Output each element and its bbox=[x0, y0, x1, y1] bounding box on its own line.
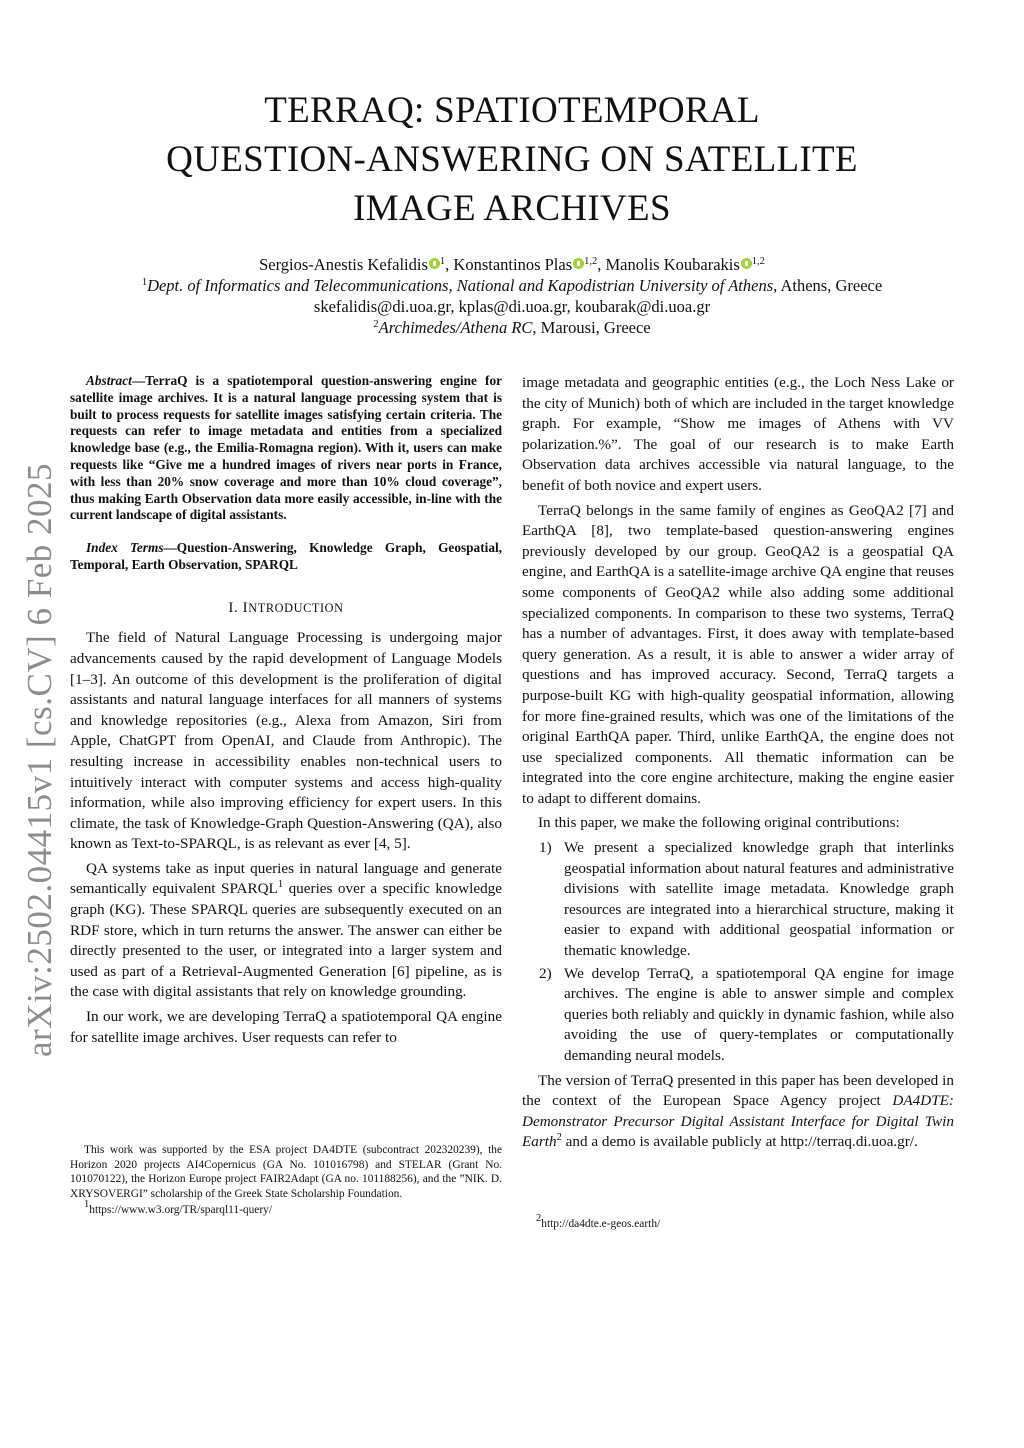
affiliation-mark: 2 bbox=[373, 319, 379, 330]
funding-acknowledgement: This work was supported by the ESA project DA4DTE (subcontract 202320239), the Horizon 2020 projects AI4Copernicus (GA No. 101016798) and STELAR (Grant No. 101070122), the Horizon Europe project FAIR2Adapt (GA no. 101188256), and the ”NIK. D. XRYSOVERGI” scholarship of the Greek State Scholarship Foundation. bbox=[70, 1144, 502, 1200]
author-emails: skefalidis@di.uoa.gr, kplas@di.uoa.gr, koubarak@di.uoa.gr bbox=[313, 297, 711, 316]
affiliation-name: Archimedes/Athena RC bbox=[378, 318, 533, 337]
affiliation-name: Dept. of Informatics and Telecommunications, National and Kapodistrian University of Athens bbox=[147, 276, 774, 295]
title-line: QUESTION-ANSWERING ON SATELLITE bbox=[166, 139, 858, 180]
list-item-text: We develop TerraQ, a spatiotemporal QA engine for image archives. The engine is able to answer simple and complex queries both reliably and quickly in dynamic fashion, while also avoiding the use of query-templates or computationally demanding neural models. bbox=[564, 964, 954, 1064]
project-title: DA4DTE: Demonstrator Precursor Digital Assistant Interface for Digital Twin Earth bbox=[522, 1092, 954, 1151]
affiliation-2 bbox=[60, 317, 964, 338]
list-item bbox=[522, 838, 954, 962]
affiliation-1 bbox=[60, 275, 964, 296]
author-name: Sergios-Anestis Kefalidis bbox=[259, 255, 428, 274]
intro-paragraph-3: In our work, we are developing TerraQ a spatiotemporal QA engine for satellite image archives. User requests can refer to bbox=[70, 1008, 502, 1046]
left-column bbox=[70, 373, 502, 1052]
paragraph-text: The version of TerraQ presented in this paper has been developed in the context of the European Space Agency project bbox=[522, 1071, 954, 1110]
abstract-label: Abstract bbox=[86, 373, 132, 388]
intro-paragraph-4: TerraQ belongs in the same family of engines as GeoQA2 [7] and EarthQA [8], two template-based question-answering engines previously developed by our group. GeoQA2 is a geospatial QA engine, and EarthQA is a satellite-image archive QA engine that reuses some components of GeoQA2 while also adding some additional specialized components. In comparison to these two systems, TerraQ has a number of advantages. First, it does away with template-based query generation. As a result, it is able to answer a wider array of questions and has improved accuracy. Second, TerraQ targets a purpose-built KG with high-quality geospatial information, allowing for more fine-grained results, which was one of the limitations of the original EarthQA paper. Third, unlike EarthQA, the engine does not use specialized components. All thematic information can be integrated into the core engine architecture, making the engine easier to adapt to different domains. bbox=[522, 501, 954, 807]
contributions-list bbox=[522, 838, 954, 1067]
author-affiliation-mark: 1,2 bbox=[584, 256, 598, 267]
author-name: Manolis Koubarakis bbox=[605, 255, 740, 274]
index-terms bbox=[70, 540, 502, 574]
abstract-text: —TerraQ is a spatiotemporal question-answering engine for satellite image archives. It is a natural language processing system that is built to process requests for satellite images satisfying certain criteria. The requests can refer to image metadata and entities from a specialized knowledge base (e.g., the Emilia-Romagna region). With it, users can make requests like “Give me a hundred images of rivers near ports in France, with less than 20% snow coverage and more than 10% cloud coverage”, thus making Earth Observation data more easily accessible, in-line with the current landscape of digital assistants. bbox=[70, 373, 502, 523]
author-block bbox=[60, 254, 964, 338]
section-heading-introduction bbox=[70, 598, 502, 619]
author-separator: , bbox=[445, 255, 454, 274]
footnote-mark[interactable]: 2 bbox=[556, 1132, 562, 1144]
title-line: TERRAQ: SPATIOTEMPORAL bbox=[264, 90, 760, 131]
index-terms-label: Index Terms bbox=[86, 540, 164, 556]
left-footnotes bbox=[70, 1143, 502, 1218]
list-item-number: 2) bbox=[539, 964, 552, 982]
author-name: Konstantinos Plas bbox=[453, 255, 573, 274]
arxiv-id-text: arXiv:2502.04415v1 [cs.CV] 6 Feb 2025 bbox=[20, 462, 59, 1058]
list-item bbox=[522, 964, 954, 1067]
paragraph-text: and a demo is available publicly at http://terraq.di.uoa.gr/. bbox=[561, 1133, 918, 1151]
arxiv-identifier-stamp bbox=[10, 460, 70, 1060]
footnote-link[interactable]: http://da4dte.e-geos.earth/ bbox=[541, 1218, 661, 1230]
orcid-icon[interactable] bbox=[573, 258, 584, 269]
footnote-2 bbox=[536, 1213, 956, 1232]
author-affiliation-mark: 1 bbox=[439, 256, 446, 267]
list-item-number: 1) bbox=[539, 839, 552, 857]
author-names bbox=[60, 254, 964, 275]
footnote-link[interactable]: https://www.w3.org/TR/sparql11-query/ bbox=[89, 1204, 273, 1217]
section-title: NTRODUCTION bbox=[248, 600, 344, 615]
paragraph-text: queries over a specific knowledge graph (KG). These SPARQL queries are subsequently executed on an RDF store, which in turn returns the answer. The answer can either be directly presented to the user, or integrated into a larger system and used as part of a Retrieval-Augmented Generation [6] pipeline, as is the case with digital assistants that rely on knowledge grounding. bbox=[70, 880, 502, 1001]
footnote-mark: 1 bbox=[84, 1199, 90, 1211]
affiliation-location: , Marousi, Greece bbox=[532, 318, 651, 337]
author-affiliation-mark: 1,2 bbox=[751, 256, 765, 267]
right-column bbox=[522, 373, 954, 1157]
title-line: IMAGE ARCHIVES bbox=[353, 188, 671, 229]
footnote-1 bbox=[84, 1199, 502, 1218]
contributions-intro: In this paper, we make the following original contributions: bbox=[538, 814, 900, 832]
section-number: I. I bbox=[228, 599, 249, 616]
affiliation-location: , Athens, Greece bbox=[773, 276, 883, 295]
intro-paragraph-1: The field of Natural Language Processing is undergoing major advancements caused by the rapid development of Language Models [1–3]. An outcome of this development is the proliferation of digital assistants and natural language interfaces for all manners of systems and knowledge repositories (e.g., Alexa from Amazon, Siri from Apple, ChatGPT from OpenAI, and Claude from Anthropic). The resulting increase in accessibility enables non-technical users to intuitively interact with computer systems and access high-quality information, while also improving efficiency for expert users. In this climate, the task of Knowledge-Graph Question-Answering (QA), also known as Text-to-SPARQL, is as relevant as ever [4, 5]. bbox=[70, 629, 502, 853]
right-footnotes bbox=[536, 1213, 956, 1232]
affiliation-mark: 1 bbox=[141, 277, 148, 288]
intro-paragraph-2 bbox=[70, 859, 502, 1003]
footnote-mark[interactable]: 1 bbox=[277, 879, 284, 891]
list-item-text: We present a specialized knowledge graph that interlinks geospatial information about natural features and administrative divisions with satellite image metadata. Knowledge graph resources are integrated into a hierarchical structure, making it easier to expand with additional geospatial information or thematic knowledge. bbox=[564, 839, 954, 960]
intro-paragraph-5 bbox=[522, 1071, 954, 1153]
footnote-mark: 2 bbox=[536, 1213, 542, 1224]
abstract bbox=[70, 373, 502, 524]
author-separator: , bbox=[597, 255, 606, 274]
orcid-icon[interactable] bbox=[429, 258, 440, 269]
intro-paragraph-3-continued: image metadata and geographic entities (e.g., the Loch Ness Lake or the city of Munich) both of which are included in the target knowledge graph. For example, “Show me images of Athens with VV polarization.%”. The goal of our research is to make Earth Observation data archives accessible via natural language, to the benefit of both novice and expert users. bbox=[522, 374, 954, 494]
index-terms-text: —Question-Answering, Knowledge Graph, Geospatial, Temporal, Earth Observation, SPARQL bbox=[70, 540, 502, 572]
paragraph-text: QA systems take as input queries in natural language and generate semantically equivalent SPARQL bbox=[70, 859, 502, 898]
paper-title bbox=[100, 86, 924, 233]
orcid-icon[interactable] bbox=[741, 258, 752, 269]
